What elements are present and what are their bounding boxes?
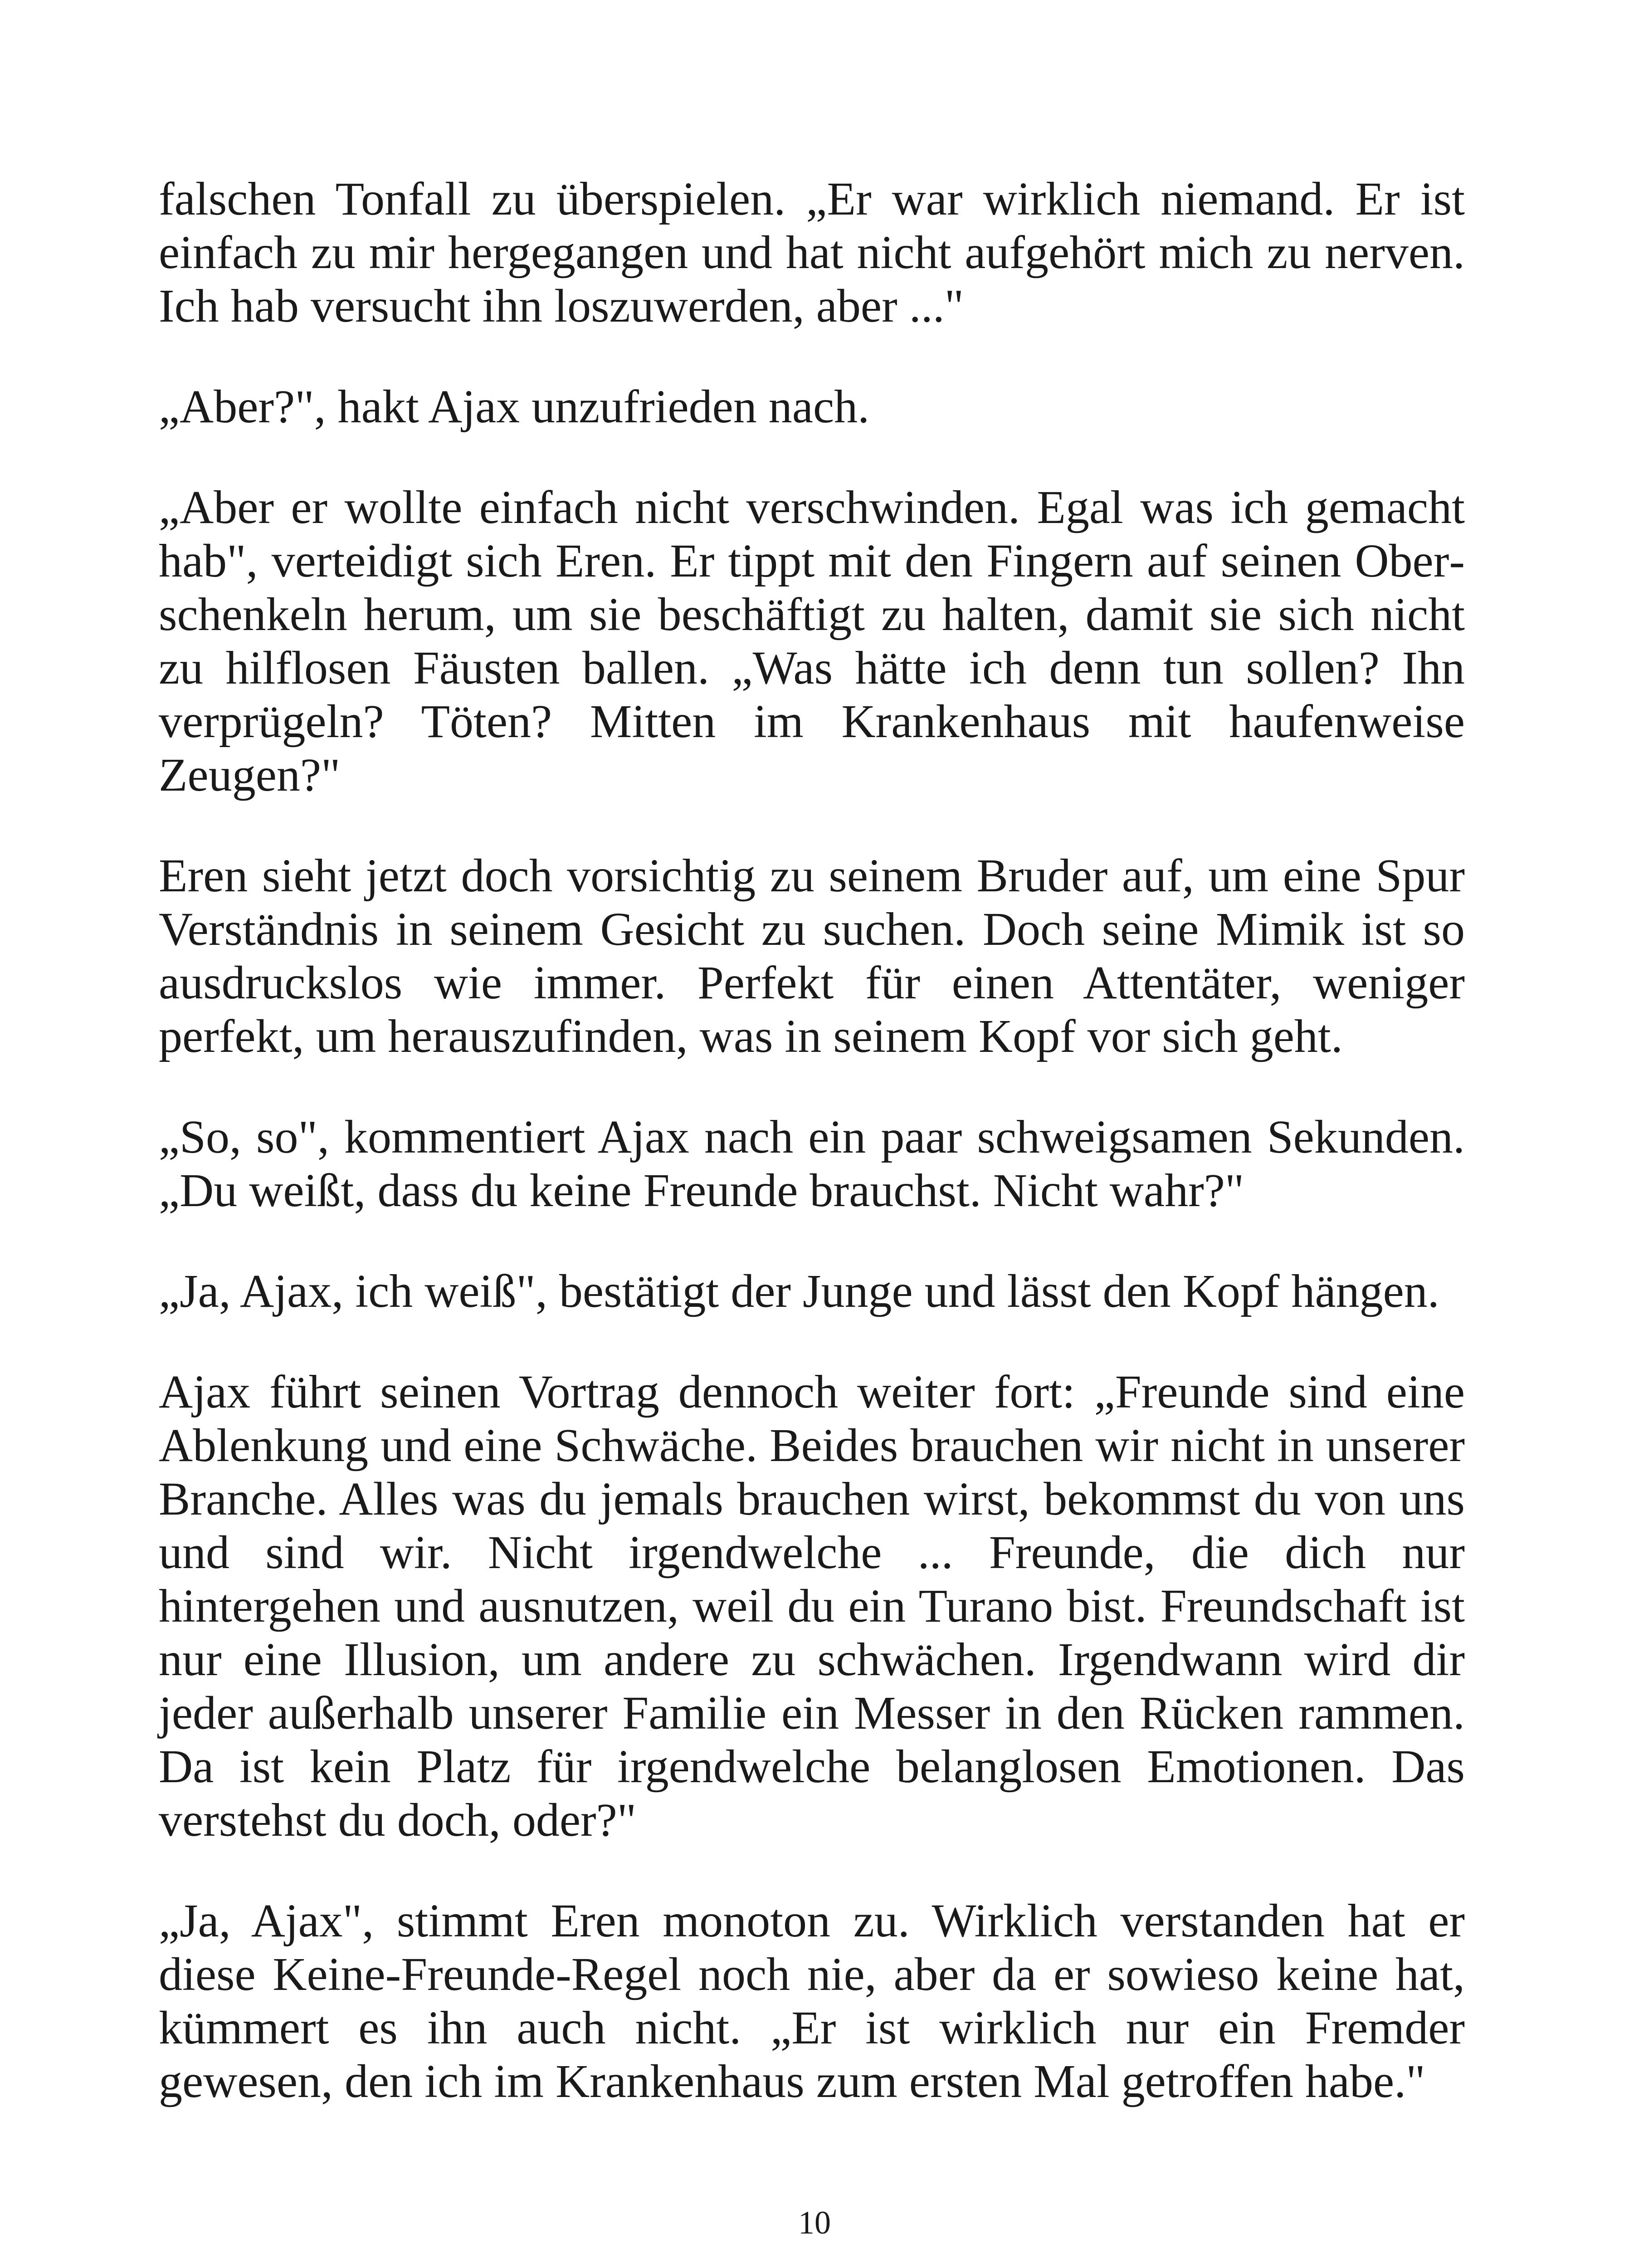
paragraph: „Aber?", hakt Ajax unzufrieden nach. [159, 381, 870, 433]
paragraph: „So, so", kommentiert Ajax nach ein paar schweigsamen Sekunden. „Du weißt, dass du keine Freunde brauchst. Nicht wahr?" [159, 1111, 1465, 1217]
paragraph: falschen Tonfall zu überspielen. „Er war wirklich niemand. Er ist einfach zu mir hergegangen und hat nicht aufgehört mich zu nerven. Ich hab versucht ihn loszuwerden, aber ..." [159, 173, 1465, 332]
page-number: 10 [798, 2204, 831, 2241]
paragraph: „Ja, Ajax", stimmt Eren monoton zu. Wirklich verstanden hat er diese Keine-Freunde-Regel noch nie, aber da er sowieso keine hat, kümmert es ihn auch nicht. „Er ist wirklich nur ein Fremder gewesen, den ich im Krankenhaus zum ersten Mal getroffen habe." [159, 1895, 1465, 2107]
paragraph: „Aber er wollte einfach nicht verschwinden. Egal was ich gemacht hab", verteidigt sich Eren. Er tippt mit den Fingern auf seinen Oberschenkeln herum, um sie beschäftigt zu halten, damit sie sich nicht zu hilflosen Fäusten ballen. „Was hätte ich denn tun sollen? Ihn verprügeln? Töten? Mitten im Krankenhaus mit haufenweise Zeugen?" [159, 481, 1465, 801]
paragraph: „Ja, Ajax, ich weiß", bestätigt der Junge und lässt den Kopf hängen. [159, 1265, 1439, 1317]
paragraph: Ajax führt seinen Vortrag dennoch weiter fort: „Freunde sind eine Ablenkung und eine Schwäche. Beides brauchen wir nicht in unserer Branche. Alles was du jemals brauchen wirst, bekommst du von uns und sind wir. Nicht irgendwelche ... Freunde, die dich nur hintergehen und ausnutzen, weil du ein Turano bist. Freundschaft ist nur eine Illusion, um andere zu schwächen. Irgendwann wird dir jeder außerhalb unserer Familie ein Messer in den Rücken rammen. Da ist kein Platz für irgendwelche belanglosen Emotionen. Das verstehst du doch, oder?" [159, 1366, 1465, 1846]
paragraph: Eren sieht jetzt doch vorsichtig zu seinem Bruder auf, um eine Spur Verständnis in seinem Gesicht zu suchen. Doch seine Mimik ist so ausdruckslos wie immer. Perfekt für einen Attentäter, weniger perfekt, um herauszufinden, was in seinem Kopf vor sich geht. [159, 850, 1465, 1062]
page-body-text [159, 172, 1465, 2156]
